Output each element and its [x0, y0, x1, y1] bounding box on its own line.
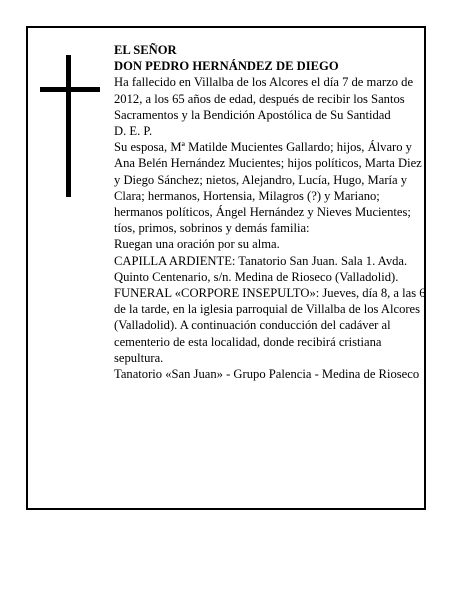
family-list: Su esposa, Mª Matilde Mucientes Gallardo; hijos, Álvaro y Ana Belén Hernández Mucientes; hijos políticos, Marta Diez y Diego Sánchez; nietos, Alejandro, Lucía, Hugo, María y Clara; hermanos, Hortensia, Milagros (?) y Mariano; hermanos políticos, Ángel Hernández y Nieves Mucientes; tíos, primos, sobrinos y demás familia: [114, 140, 422, 236]
rip-line: D. E. P. [114, 124, 153, 139]
cross-vertical-bar [66, 55, 71, 197]
deceased-name: DON PEDRO HERNÁNDEZ DE DIEGO [114, 59, 339, 74]
cross-horizontal-bar [40, 87, 100, 92]
notice-title: EL SEÑOR [114, 43, 177, 57]
notice-text [114, 42, 426, 382]
obituary-notice [26, 26, 426, 510]
funeral-home: Tanatorio «San Juan» - Grupo Palencia - Medina de Rioseco [114, 367, 420, 382]
prayer-request: Ruegan una oración por su alma. [114, 237, 280, 252]
chapel-info: CAPILLA ARDIENTE: Tanatorio San Juan. Sala 1. Avda. Quinto Centenario, s/n. Medina de Rioseco (Valladolid). [114, 253, 408, 284]
latin-cross-icon [40, 55, 100, 197]
funeral-info: FUNERAL «CORPORE INSEPULTO»: Jueves, día 8, a las 6 de la tarde, en la iglesia parroquial de Villalba de los Alcores (Valladolid). A continuación conducción del cadáver al cementerio de esta localidad, donde recibirá cristiana sepultura. [114, 286, 426, 365]
death-announcement: Ha fallecido en Villalba de los Alcores el día 7 de marzo de 2012, a los 65 años de edad, después de recibir los Santos Sacramentos y la Bendición Apostólica de Su Santidad [114, 75, 414, 122]
